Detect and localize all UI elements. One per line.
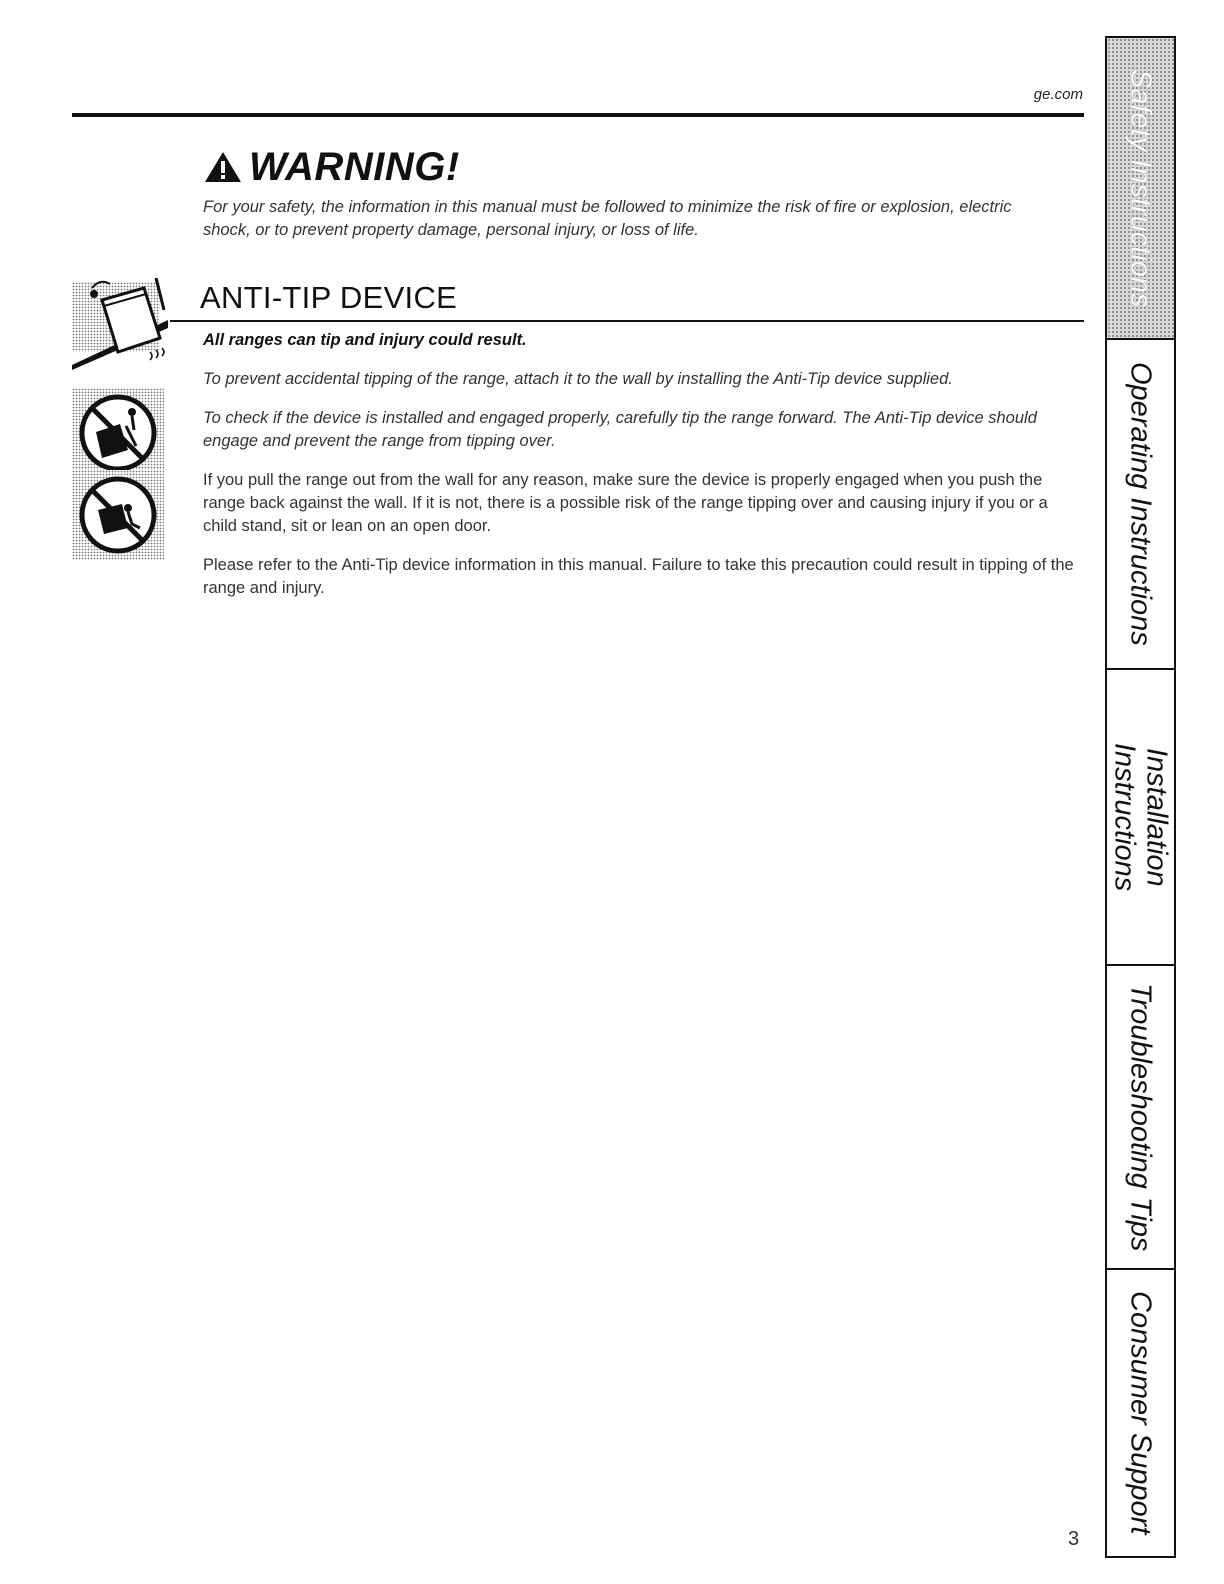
- section-lead: All ranges can tip and injury could result.: [203, 331, 527, 349]
- section-rule: [170, 320, 1084, 322]
- section-title: ANTI-TIP DEVICE: [200, 280, 458, 315]
- header-rule: [72, 113, 1084, 117]
- tab-label: Consumer Support: [1124, 1291, 1157, 1535]
- tab-label: Installation Instructions: [1108, 742, 1173, 892]
- warning-triangle-icon: [203, 150, 243, 184]
- tab-label: Troubleshooting Tips: [1124, 982, 1157, 1252]
- warning-title: WARNING!: [249, 144, 460, 189]
- tab-installation-instructions[interactable]: [1107, 670, 1174, 966]
- paragraph-3: If you pull the range out from the wall for any reason, make sure the device is properly engaged when you push the range back against the wall. If it is not, there is a possible risk of the range tipping over and causing injury if you or a child stand, sit or lean on an open door.: [203, 471, 1048, 535]
- no-standing-on-door-icon: [72, 388, 164, 478]
- range-tipping-illustration: [72, 270, 172, 370]
- tab-safety-instructions[interactable]: [1107, 38, 1174, 340]
- tab-consumer-support[interactable]: [1107, 1270, 1174, 1556]
- tab-operating-instructions[interactable]: [1107, 340, 1174, 670]
- tab-troubleshooting-tips[interactable]: [1107, 966, 1174, 1270]
- page-number: 3: [1068, 1528, 1080, 1550]
- warning-heading: [203, 142, 460, 192]
- paragraph-4: Please refer to the Anti-Tip device information in this manual. Failure to take this precaution could result in tipping of the range and injury.: [203, 556, 1074, 597]
- side-tabs: [1105, 36, 1176, 1558]
- warning-text: For your safety, the information in this manual must be followed to minimize the risk of fire or explosion, electric shock, or to prevent property damage, personal injury, or loss of life.: [203, 198, 1012, 239]
- no-sitting-on-door-icon: [72, 470, 164, 560]
- tab-label: Operating Instructions: [1124, 362, 1157, 646]
- paragraph-1: To prevent accidental tipping of the range, attach it to the wall by installing the Anti-Tip device supplied.: [203, 370, 953, 388]
- paragraph-2: To check if the device is installed and engaged properly, carefully tip the range forward. The Anti-Tip device should engage and prevent the range from tipping over.: [203, 409, 1037, 450]
- tab-label: Safety Instructions: [1124, 68, 1157, 308]
- site-url: ge.com: [1033, 86, 1083, 103]
